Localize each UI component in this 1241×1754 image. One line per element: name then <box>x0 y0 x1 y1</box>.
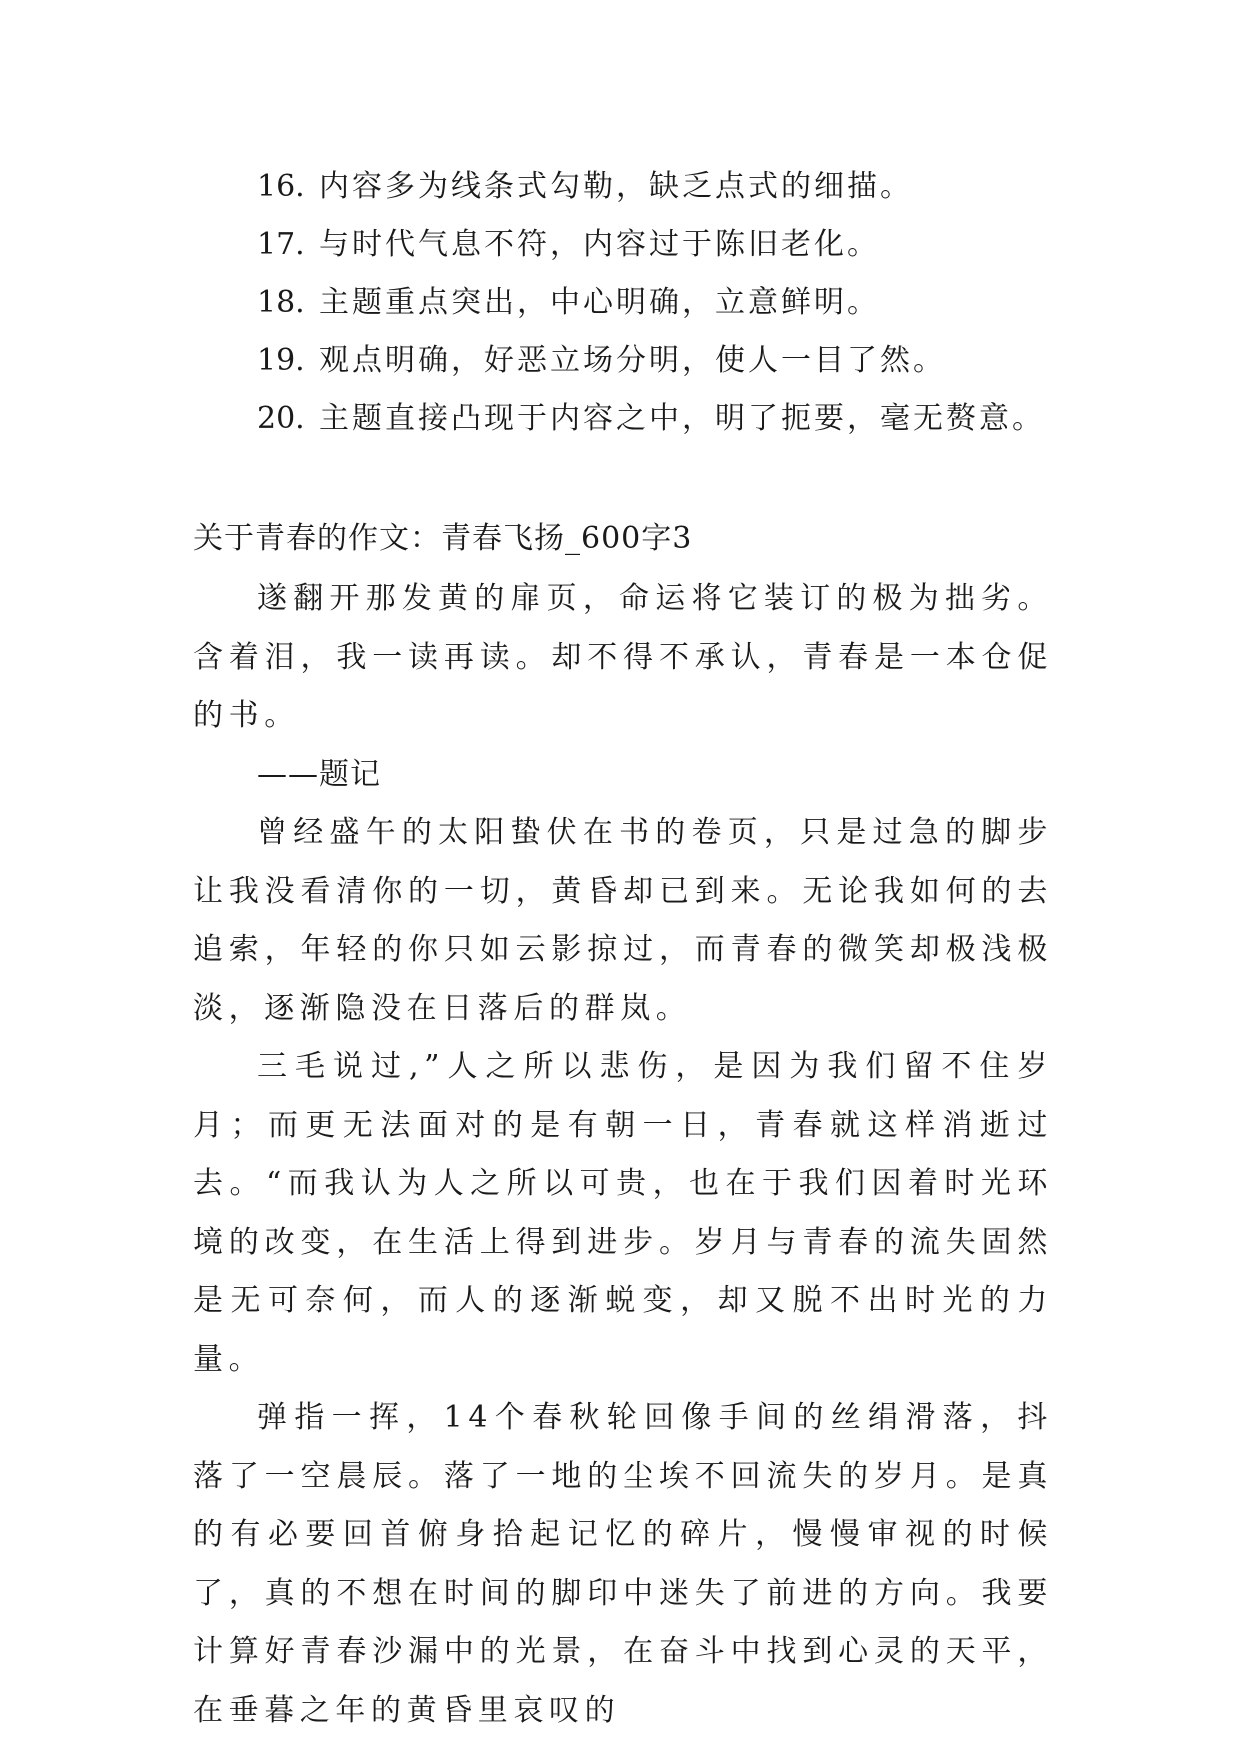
essay-inscription: ——题记 <box>257 756 381 792</box>
essay <box>193 510 1053 1740</box>
essay-title: 关于青春的作文：青春飞扬_600字3 <box>193 521 693 556</box>
list-item-text: 内容多为线条式勾勒，缺乏点式的细描。 <box>319 169 913 204</box>
list-item-text: 观点明确，好恶立场分明，使人一目了然。 <box>319 343 946 378</box>
list-item-text: 主题重点突出，中心明确，立意鲜明。 <box>319 285 880 320</box>
list-item-number: 20. <box>257 401 305 436</box>
essay-paragraph: 弹指一挥，14个春秋轮回像手间的丝绢滑落，抖落了一空晨辰。落了一地的尘埃不回流失的岁月。是真的有必要回首俯身拾起记忆的碎片，慢慢审视的时候了，真的不想在时间的脚印中迷失了前进的方向。我要计算好青春沙漏中的光景，在奋斗中找到心灵的天平，在垂暮之年的黄昏里哀叹的 <box>193 1400 1053 1728</box>
list-item <box>257 332 1117 390</box>
list-item-number: 19. <box>257 343 305 378</box>
list-item <box>257 274 1117 332</box>
list-item-number: 17. <box>257 227 305 262</box>
numbered-list <box>257 158 1117 448</box>
list-item-number: 16. <box>257 169 305 204</box>
essay-paragraph: 曾经盛午的太阳蛰伏在书的卷页，只是过急的脚步让我没看清你的一切，黄昏却已到来。无论我如何的去追索，年轻的你只如云影掠过，而青春的微笑却极浅极淡，逐渐隐没在日落后的群岚。 <box>193 815 1053 1026</box>
essay-paragraph: 三毛说过,”人之所以悲伤，是因为我们留不住岁月；而更无法面对的是有朝一日，青春就这样消逝过去。“而我认为人之所以可贵，也在于我们因着时光环境的改变，在生活上得到进步。岁月与青春的流失固然是无可奈何，而人的逐渐蜕变，却又脱不出时光的力量。 <box>193 1049 1053 1377</box>
list-item <box>257 158 1117 216</box>
essay-paragraph: 遂翻开那发黄的扉页，命运将它装订的极为拙劣。含着泪，我一读再读。却不得不承认，青春是一本仓促的书。 <box>193 581 1053 733</box>
list-item-text: 主题直接凸现于内容之中，明了扼要，毫无赘意。 <box>319 401 1045 436</box>
list-item <box>257 216 1117 274</box>
list-item-number: 18. <box>257 285 305 320</box>
list-item-text: 与时代气息不符，内容过于陈旧老化。 <box>319 227 880 262</box>
list-item <box>257 390 1117 448</box>
